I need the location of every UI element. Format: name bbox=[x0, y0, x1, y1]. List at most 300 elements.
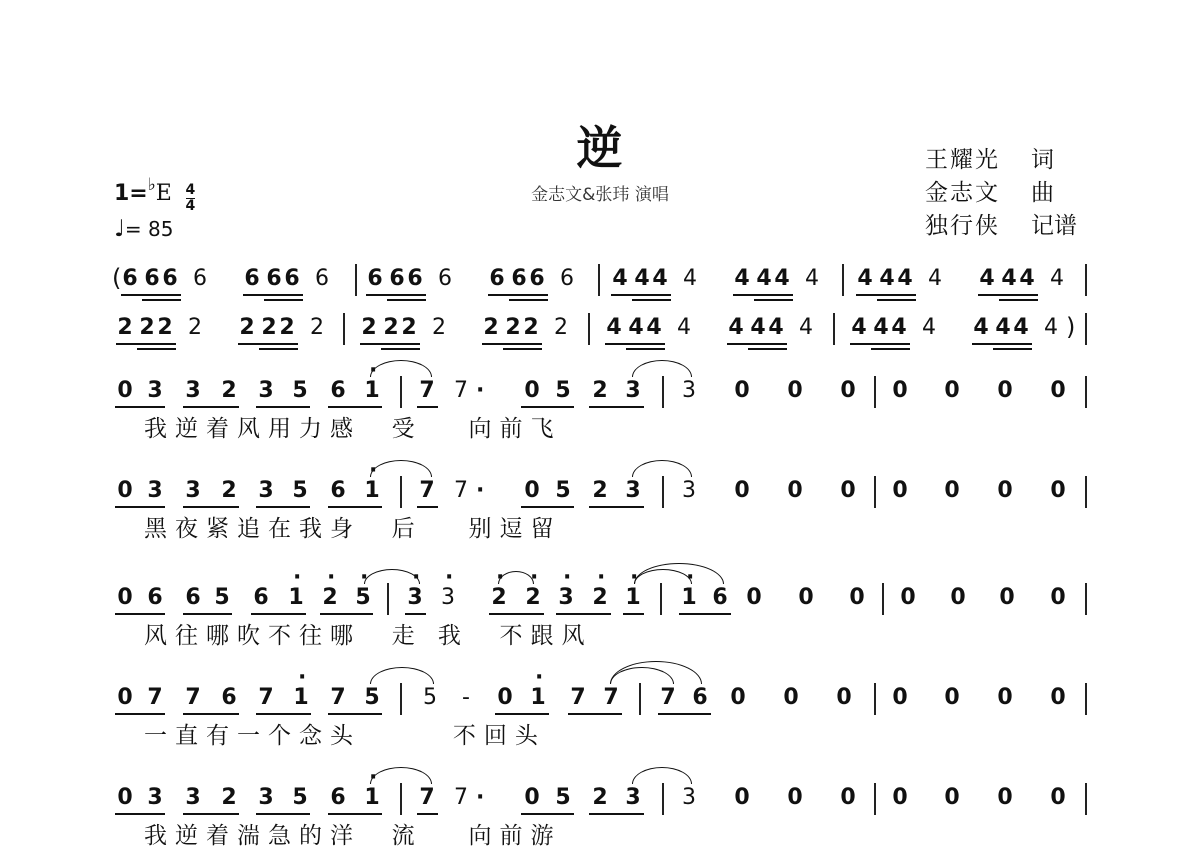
note: 0 bbox=[798, 585, 814, 610]
octave-dot: · bbox=[369, 458, 378, 483]
note: 3 bbox=[258, 478, 274, 503]
bar-line bbox=[400, 783, 402, 815]
key-note: E bbox=[155, 181, 172, 206]
octave-dot: · bbox=[686, 565, 695, 590]
beam-underline bbox=[320, 613, 373, 615]
note: 7 bbox=[419, 478, 435, 503]
note: 2 bbox=[221, 478, 237, 503]
beam-underline bbox=[611, 294, 671, 296]
note: 6 bbox=[253, 585, 269, 610]
octave-dot: · bbox=[563, 565, 572, 590]
note: 6 bbox=[122, 266, 138, 291]
bar-line bbox=[343, 313, 345, 345]
bar-line bbox=[400, 376, 402, 408]
bar-line bbox=[1085, 583, 1087, 615]
note: 5 bbox=[292, 785, 308, 810]
note: 4 bbox=[873, 315, 889, 340]
note: 4 bbox=[734, 266, 750, 291]
note: 3 bbox=[682, 478, 696, 503]
note: 4 bbox=[1013, 315, 1029, 340]
beam-underline bbox=[632, 299, 671, 301]
note: 2 bbox=[401, 315, 417, 340]
note: 0 bbox=[997, 685, 1013, 710]
note: 6 bbox=[330, 785, 346, 810]
note: 4 bbox=[805, 266, 819, 291]
song-title: 逆 bbox=[576, 121, 624, 175]
note: 4 bbox=[922, 315, 936, 340]
beam-underline bbox=[495, 713, 549, 715]
tempo-marking bbox=[114, 216, 173, 242]
note: 0 bbox=[840, 478, 856, 503]
beam-underline bbox=[509, 299, 548, 301]
note: 2 bbox=[221, 378, 237, 403]
note: 4 bbox=[628, 315, 644, 340]
note: 6 bbox=[367, 266, 383, 291]
note: 1 bbox=[364, 785, 380, 810]
bar-line bbox=[1085, 783, 1087, 815]
tie-slur bbox=[610, 661, 702, 684]
note: 0 bbox=[524, 785, 540, 810]
note: 4 bbox=[652, 266, 668, 291]
note: 3 bbox=[625, 785, 641, 810]
note: 0 bbox=[1050, 685, 1066, 710]
note: 0 bbox=[734, 478, 750, 503]
composer-name: 金志文 bbox=[925, 180, 1000, 206]
lyric-line: 一直有一个念头 不回头 bbox=[144, 723, 546, 749]
beam-underline bbox=[115, 713, 165, 715]
note: 0 bbox=[849, 585, 865, 610]
note: 5 bbox=[555, 378, 571, 403]
note: 0 bbox=[734, 378, 750, 403]
beam-underline bbox=[556, 613, 611, 615]
note: 6 bbox=[330, 478, 346, 503]
note: 4 bbox=[879, 266, 895, 291]
note: 4 bbox=[897, 266, 913, 291]
beam-underline bbox=[256, 506, 310, 508]
note: 4 bbox=[768, 315, 784, 340]
key-prefix: 1= bbox=[114, 181, 148, 206]
note: 6 bbox=[692, 685, 708, 710]
tempo-text: = 85 bbox=[124, 217, 174, 241]
beam-underline bbox=[115, 613, 165, 615]
transcriber-name: 独行侠 bbox=[925, 213, 1000, 239]
beam-underline bbox=[142, 299, 181, 301]
octave-dot: · bbox=[445, 565, 454, 590]
note: 4 bbox=[612, 266, 628, 291]
note: 4 bbox=[1050, 266, 1064, 291]
bar-line bbox=[1085, 376, 1087, 408]
beam-underline bbox=[589, 506, 644, 508]
bar-line bbox=[400, 476, 402, 508]
note: 6 bbox=[438, 266, 452, 291]
note: 3 bbox=[407, 585, 423, 610]
beam-underline bbox=[243, 294, 303, 296]
note: 3 bbox=[558, 585, 574, 610]
note: 0 bbox=[892, 685, 908, 710]
note: 2 bbox=[505, 315, 521, 340]
note: 1 bbox=[625, 585, 641, 610]
note: 5 bbox=[292, 478, 308, 503]
note: 2 bbox=[221, 785, 237, 810]
note: 3 bbox=[147, 785, 163, 810]
time-signature bbox=[186, 183, 196, 214]
note: 3 bbox=[625, 478, 641, 503]
note: 6 bbox=[221, 685, 237, 710]
beam-underline bbox=[972, 343, 1032, 345]
bar-line bbox=[874, 683, 876, 715]
bar-line bbox=[660, 583, 662, 615]
note: 6 bbox=[489, 266, 505, 291]
beam-underline bbox=[623, 613, 644, 615]
note: 5 bbox=[292, 378, 308, 403]
beam-underline bbox=[115, 506, 165, 508]
note: 5 bbox=[555, 785, 571, 810]
note: 0 bbox=[1050, 478, 1066, 503]
note: 7 bbox=[603, 685, 619, 710]
bar-line bbox=[1085, 313, 1087, 345]
note: 2 bbox=[592, 378, 608, 403]
note: 7 bbox=[454, 378, 468, 403]
note: 6 bbox=[511, 266, 527, 291]
tie-slur bbox=[634, 563, 724, 584]
note: 6 bbox=[284, 266, 300, 291]
beam-underline bbox=[405, 613, 426, 615]
octave-dot: · bbox=[496, 565, 505, 590]
beam-underline bbox=[366, 294, 426, 296]
note: 0 bbox=[117, 585, 133, 610]
lyric-line: 风往哪吹不往哪 走 我 不跟风 bbox=[144, 623, 593, 649]
note: 6 bbox=[712, 585, 728, 610]
tie-slur bbox=[370, 460, 432, 477]
note: 0 bbox=[524, 478, 540, 503]
beam-underline bbox=[871, 348, 910, 350]
note: 0 bbox=[892, 785, 908, 810]
beam-underline bbox=[503, 348, 542, 350]
beam-underline bbox=[328, 506, 382, 508]
bar-line bbox=[400, 683, 402, 715]
note: 7 bbox=[454, 478, 468, 503]
time-bottom: 4 bbox=[185, 198, 196, 214]
credits bbox=[925, 144, 1077, 243]
beam-underline bbox=[589, 813, 644, 815]
beam-underline bbox=[733, 294, 793, 296]
note: 0 bbox=[892, 378, 908, 403]
note: 0 bbox=[787, 378, 803, 403]
beam-underline bbox=[489, 613, 544, 615]
note: 5 bbox=[214, 585, 230, 610]
note: 4 bbox=[799, 315, 813, 340]
beam-underline bbox=[264, 299, 303, 301]
tie-slur bbox=[370, 767, 432, 784]
note: 6 bbox=[315, 266, 329, 291]
note: 6 bbox=[407, 266, 423, 291]
note: 0 bbox=[787, 785, 803, 810]
note: 3 bbox=[441, 585, 455, 610]
note: 0 bbox=[999, 585, 1015, 610]
note: 4 bbox=[1019, 266, 1035, 291]
beam-underline bbox=[251, 613, 306, 615]
note: 0 bbox=[944, 685, 960, 710]
note: 4 bbox=[774, 266, 790, 291]
tie-slur bbox=[632, 360, 692, 377]
note: 2 bbox=[483, 315, 499, 340]
beam-underline bbox=[116, 343, 176, 345]
composer-role: 曲 bbox=[1031, 180, 1054, 206]
beam-underline bbox=[978, 294, 1038, 296]
note: 0 bbox=[997, 378, 1013, 403]
note: 6 bbox=[147, 585, 163, 610]
note: 6 bbox=[560, 266, 574, 291]
note: 3 bbox=[682, 378, 696, 403]
note: 7 bbox=[660, 685, 676, 710]
bar-line bbox=[874, 376, 876, 408]
note: 4 bbox=[928, 266, 942, 291]
note: 4 bbox=[756, 266, 772, 291]
note: 3 bbox=[185, 478, 201, 503]
note: 1 bbox=[293, 685, 309, 710]
note: 0 bbox=[734, 785, 750, 810]
bar-line bbox=[874, 476, 876, 508]
note: 2 bbox=[592, 785, 608, 810]
beam-underline bbox=[658, 713, 711, 715]
beam-underline bbox=[856, 294, 916, 296]
note: 7 bbox=[419, 378, 435, 403]
note: 7 bbox=[419, 785, 435, 810]
note: 5 bbox=[355, 585, 371, 610]
note: 0 bbox=[997, 478, 1013, 503]
note: 3 bbox=[258, 785, 274, 810]
quarter-note-icon: ♩ bbox=[114, 216, 125, 242]
note: 5 bbox=[423, 685, 437, 710]
note: 2 bbox=[432, 315, 446, 340]
note: 0 bbox=[997, 785, 1013, 810]
octave-dot: · bbox=[530, 565, 539, 590]
note: 0 bbox=[730, 685, 746, 710]
note: 2 bbox=[157, 315, 173, 340]
note: 0 bbox=[840, 378, 856, 403]
lyricist-name: 王耀光 bbox=[925, 147, 1000, 173]
octave-dot: · bbox=[535, 665, 544, 690]
note: 4 bbox=[973, 315, 989, 340]
bar-line bbox=[1085, 683, 1087, 715]
note: 0 bbox=[524, 378, 540, 403]
beam-underline bbox=[482, 343, 542, 345]
beam-underline bbox=[521, 813, 574, 815]
transcriber-role: 记谱 bbox=[1031, 213, 1077, 239]
note: 0 bbox=[1050, 378, 1066, 403]
beam-underline bbox=[115, 406, 165, 408]
note: 3 bbox=[147, 378, 163, 403]
bar-line bbox=[662, 476, 664, 508]
note: 4 bbox=[851, 315, 867, 340]
note: 4 bbox=[634, 266, 650, 291]
beam-underline bbox=[993, 348, 1032, 350]
beam-underline bbox=[115, 813, 165, 815]
note: 7 bbox=[570, 685, 586, 710]
beam-underline bbox=[328, 713, 382, 715]
beam-underline bbox=[417, 813, 438, 815]
beam-underline bbox=[521, 506, 574, 508]
beam-underline bbox=[605, 343, 665, 345]
note: 2 bbox=[261, 315, 277, 340]
beam-underline bbox=[328, 813, 382, 815]
note: 2 bbox=[188, 315, 202, 340]
note: 0 bbox=[117, 378, 133, 403]
note: 2 bbox=[322, 585, 338, 610]
note: 4 bbox=[995, 315, 1011, 340]
note: 0 bbox=[944, 478, 960, 503]
note: 2 bbox=[117, 315, 133, 340]
beam-underline bbox=[259, 348, 298, 350]
beam-underline bbox=[381, 348, 420, 350]
beam-underline bbox=[488, 294, 548, 296]
beam-underline bbox=[679, 613, 731, 615]
note: 7 bbox=[258, 685, 274, 710]
note: 3 bbox=[147, 478, 163, 503]
note: 1 bbox=[530, 685, 546, 710]
beam-underline bbox=[387, 299, 426, 301]
lyric-line: 我逆着湍急的洋 流 向前游 bbox=[144, 823, 562, 849]
augmentation-dot: · bbox=[476, 478, 485, 503]
note: 1 bbox=[681, 585, 697, 610]
singer-credit: 金志文&张玮 演唱 bbox=[531, 185, 669, 205]
note: 0 bbox=[746, 585, 762, 610]
note: 6 bbox=[162, 266, 178, 291]
note: 1 bbox=[364, 478, 380, 503]
beam-underline bbox=[183, 713, 239, 715]
note: 4 bbox=[979, 266, 995, 291]
note: 7 bbox=[147, 685, 163, 710]
beam-underline bbox=[256, 713, 311, 715]
octave-dot: · bbox=[369, 358, 378, 383]
note: 3 bbox=[625, 378, 641, 403]
note: 4 bbox=[1044, 315, 1058, 340]
octave-dot: · bbox=[369, 765, 378, 790]
note: 7 bbox=[454, 785, 468, 810]
note: 6 bbox=[266, 266, 282, 291]
note: 0 bbox=[117, 685, 133, 710]
octave-dot: · bbox=[298, 665, 307, 690]
beam-underline bbox=[748, 348, 787, 350]
octave-dot: · bbox=[630, 565, 639, 590]
note: 6 bbox=[185, 585, 201, 610]
note: 5 bbox=[364, 685, 380, 710]
beam-underline bbox=[626, 348, 665, 350]
octave-dot: · bbox=[412, 565, 421, 590]
bar-line bbox=[387, 583, 389, 615]
tie-slur bbox=[632, 767, 692, 784]
beam-underline bbox=[360, 343, 420, 345]
bar-line bbox=[882, 583, 884, 615]
note: 4 bbox=[606, 315, 622, 340]
note: 2 bbox=[279, 315, 295, 340]
note: 2 bbox=[592, 478, 608, 503]
beam-underline bbox=[417, 406, 438, 408]
bar-line bbox=[842, 264, 844, 296]
note: 1 bbox=[288, 585, 304, 610]
note: 6 bbox=[193, 266, 207, 291]
beam-underline bbox=[183, 813, 239, 815]
beam-underline bbox=[589, 406, 644, 408]
beam-underline bbox=[238, 343, 298, 345]
note: 4 bbox=[857, 266, 873, 291]
beam-underline bbox=[754, 299, 793, 301]
beam-underline bbox=[256, 406, 310, 408]
bar-line bbox=[355, 264, 357, 296]
bar-line bbox=[639, 683, 641, 715]
bar-line bbox=[874, 783, 876, 815]
note: 0 bbox=[117, 785, 133, 810]
note: 3 bbox=[185, 785, 201, 810]
bar-line bbox=[662, 783, 664, 815]
note: 0 bbox=[1050, 785, 1066, 810]
beam-underline bbox=[568, 713, 622, 715]
lyric-line: 我逆着风用力感 受 向前飞 bbox=[144, 416, 562, 442]
note: 4 bbox=[750, 315, 766, 340]
open-paren: ( bbox=[112, 264, 122, 292]
note: 0 bbox=[944, 785, 960, 810]
note: 6 bbox=[529, 266, 545, 291]
octave-dot: · bbox=[327, 565, 336, 590]
note: 0 bbox=[892, 478, 908, 503]
bar-line bbox=[588, 313, 590, 345]
note: 4 bbox=[728, 315, 744, 340]
note: 0 bbox=[900, 585, 916, 610]
note: 3 bbox=[185, 378, 201, 403]
beam-underline bbox=[121, 294, 181, 296]
beam-underline bbox=[137, 348, 176, 350]
time-top: 4 bbox=[185, 182, 196, 198]
note: 2 bbox=[383, 315, 399, 340]
octave-dot: · bbox=[293, 565, 302, 590]
bar-line bbox=[1085, 264, 1087, 296]
note: 2 bbox=[139, 315, 155, 340]
augmentation-dot: · bbox=[476, 785, 485, 810]
note: 0 bbox=[787, 478, 803, 503]
note: 3 bbox=[682, 785, 696, 810]
note: 0 bbox=[840, 785, 856, 810]
note: 1 bbox=[364, 378, 380, 403]
note: 2 bbox=[310, 315, 324, 340]
note: 0 bbox=[117, 478, 133, 503]
beam-underline bbox=[183, 613, 232, 615]
bar-line bbox=[1085, 476, 1087, 508]
beam-underline bbox=[850, 343, 910, 345]
note: 4 bbox=[1001, 266, 1017, 291]
beam-underline bbox=[183, 506, 239, 508]
note: 4 bbox=[891, 315, 907, 340]
lyric-line: 黑夜紧追在我身 后 别逗留 bbox=[144, 516, 562, 542]
note: 6 bbox=[330, 378, 346, 403]
note: 6 bbox=[244, 266, 260, 291]
note: 2 bbox=[361, 315, 377, 340]
bar-line bbox=[662, 376, 664, 408]
beam-underline bbox=[256, 813, 310, 815]
note: 4 bbox=[683, 266, 697, 291]
beam-underline bbox=[999, 299, 1038, 301]
flat-icon: ♭ bbox=[147, 175, 156, 195]
note: 2 bbox=[491, 585, 507, 610]
note: 7 bbox=[185, 685, 201, 710]
tie-slur bbox=[632, 460, 692, 477]
key-signature bbox=[114, 175, 195, 214]
beam-underline bbox=[417, 506, 438, 508]
note: 4 bbox=[677, 315, 691, 340]
bar-line bbox=[598, 264, 600, 296]
beam-underline bbox=[727, 343, 787, 345]
note: 0 bbox=[836, 685, 852, 710]
note: 0 bbox=[497, 685, 513, 710]
